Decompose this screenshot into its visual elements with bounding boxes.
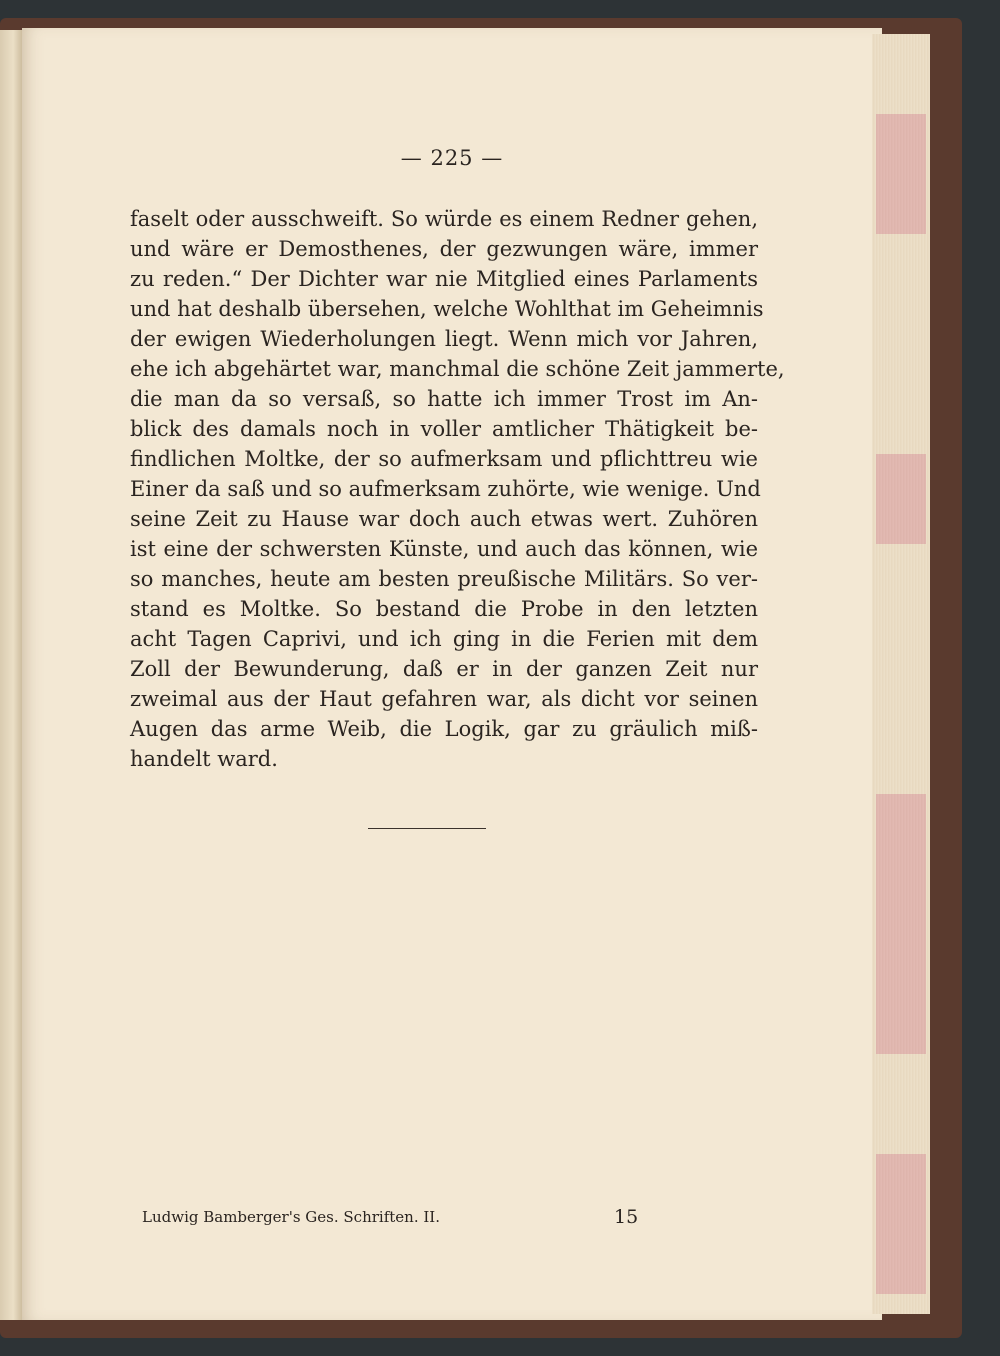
- text-line: ist eine der schwersten Künste, und auch das können, wie: [130, 537, 758, 561]
- text-line: der ewigen Wiederholungen liegt. Wenn mich vor Jahren,: [130, 327, 758, 351]
- body-text: [130, 204, 785, 774]
- facing-page-edge: [0, 30, 22, 1320]
- signature-mark: 15: [614, 1206, 639, 1228]
- footer-title: Ludwig Bamberger's Ges. Schriften. II.: [142, 1208, 440, 1226]
- text-line: die man da so versaß, so hatte ich immer Trost im An-: [130, 387, 758, 411]
- text-line: stand es Moltke. So bestand die Probe in den letzten: [130, 597, 758, 621]
- page-number: — 225 —: [400, 146, 504, 170]
- text-line: so manches, heute am besten preußische Militärs. So ver-: [130, 567, 758, 591]
- text-line: ehe ich abgehärtet war, manchmal die schöne Zeit jammerte,: [130, 357, 785, 381]
- text-line: Augen das arme Weib, die Logik, gar zu gräulich miß-: [130, 717, 758, 741]
- text-line: Zoll der Bewunderung, daß er in der ganzen Zeit nur: [130, 657, 758, 681]
- text-line: faselt oder ausschweift. So würde es einem Redner gehen,: [130, 207, 758, 231]
- text-line: und hat deshalb übersehen, welche Wohlthat im Geheimnis: [130, 297, 764, 321]
- text-line: findlichen Moltke, der so aufmerksam und pflichttreu wie: [130, 447, 758, 471]
- text-line: acht Tagen Caprivi, und ich ging in die Ferien mit dem: [130, 627, 758, 651]
- text-line: handelt ward.: [130, 747, 278, 771]
- text-line: zweimal aus der Haut gefahren war, als dicht vor seinen: [130, 687, 758, 711]
- book-page: [22, 28, 882, 1320]
- text-line: blick des damals noch in voller amtlicher Thätigkeit be-: [130, 417, 758, 441]
- text-line: seine Zeit zu Hause war doch auch etwas wert. Zuhören: [130, 507, 758, 531]
- text-line: und wäre er Demosthenes, der gezwungen wäre, immer: [130, 237, 758, 261]
- page-fore-edge: [872, 34, 930, 1314]
- text-line: Einer da saß und so aufmerksam zuhörte, wie wenige. Und: [130, 477, 761, 501]
- section-rule: [368, 828, 486, 829]
- text-line: zu reden.“ Der Dichter war nie Mitglied eines Parlaments: [130, 267, 758, 291]
